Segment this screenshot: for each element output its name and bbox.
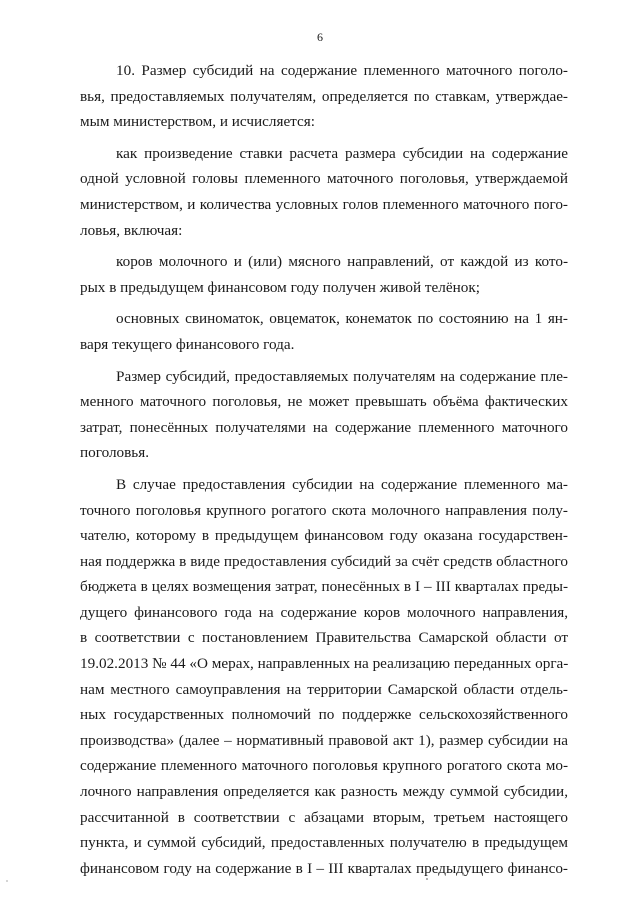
- text-line: лочного направления определяется как разность между суммой субсидии,: [80, 783, 568, 801]
- text-line: варя текущего финансового года.: [80, 335, 295, 353]
- text-line: ловья, включая:: [80, 221, 183, 239]
- text-line: поголовья.: [80, 444, 150, 462]
- text-line: рассчитанной в соответствии с абзацами вторым, третьем настоящего: [80, 808, 568, 826]
- scan-speck: [426, 878, 428, 880]
- text-line: основных свиноматок, овцематок, конематок по состоянию на 1 ян-: [116, 310, 568, 328]
- paragraph-1: [80, 58, 568, 135]
- text-line: одной условной головы племенного маточного поголовья, утверждаемой: [80, 170, 568, 188]
- text-line: бюджета в целях возмещения затрат, понесённых в I – III кварталах преды-: [80, 578, 568, 596]
- text-line: Размер субсидий, предоставляемых получателям на содержание пле-: [116, 367, 568, 385]
- text-line: пункта, и суммой субсидий, предоставленных получателю в предыдущем: [80, 834, 568, 852]
- text-line: мым министерством, и исчисляется:: [80, 113, 315, 131]
- text-line: производства» (далее – нормативный правовой акт 1), размер субсидии на: [80, 731, 568, 749]
- text-line: содержание племенного маточного поголовья крупного рогатого скота мо-: [80, 757, 568, 775]
- text-line: нам местного самоуправления на территории Самарской области отдель-: [80, 680, 568, 698]
- text-line: вья, предоставляемых получателям, определяется по ставкам, утверждае-: [80, 87, 568, 105]
- text-line: в соответствии с постановлением Правительства Самарской области от: [80, 629, 568, 647]
- text-line: затрат, понесённых получателями на содержание племенного маточного: [80, 418, 568, 436]
- text-line: рых в предыдущем финансовом году получен живой телёнок;: [80, 278, 480, 296]
- text-line: точного поголовья крупного рогатого скота молочного направления полу-: [80, 501, 568, 519]
- paragraph-3: [80, 249, 568, 300]
- paragraph-2: [80, 141, 568, 243]
- scan-speck: [6, 880, 8, 882]
- document-body: [80, 58, 568, 881]
- paragraph-6: [80, 472, 568, 882]
- text-line: 19.02.2013 № 44 «О мерах, направленных на реализацию переданных орга-: [80, 655, 569, 673]
- text-line: менного маточного поголовья, не может превышать объёма фактических: [80, 393, 568, 411]
- text-line: 10. Размер субсидий на содержание племенного маточного поголо-: [116, 62, 568, 79]
- paragraph-5: [80, 364, 568, 466]
- text-line: дущего финансового года на содержание коров молочного направления,: [80, 603, 568, 621]
- page-number: 6: [317, 30, 323, 44]
- text-line: В случае предоставления субсидии на содержание племенного ма-: [116, 475, 568, 493]
- text-line: ная поддержка в виде предоставления субсидий за счёт средств областного: [80, 552, 568, 570]
- text-line: коров молочного и (или) мясного направлений, от каждой из кото-: [116, 253, 568, 271]
- text-line: чателю, которому в предыдущем финансовом году оказана государствен-: [80, 527, 568, 545]
- text-line: ных государственных полномочий по поддержке сельскохозяйственного: [80, 706, 568, 724]
- paragraph-4: [80, 306, 568, 357]
- text-line: министерством, и количества условных голов племенного маточного пого-: [80, 195, 568, 213]
- text-line: финансовом году на содержание в I – III кварталах предыдущего финансо-: [80, 859, 568, 877]
- text-line: как произведение ставки расчета размера субсидии на содержание: [116, 144, 568, 162]
